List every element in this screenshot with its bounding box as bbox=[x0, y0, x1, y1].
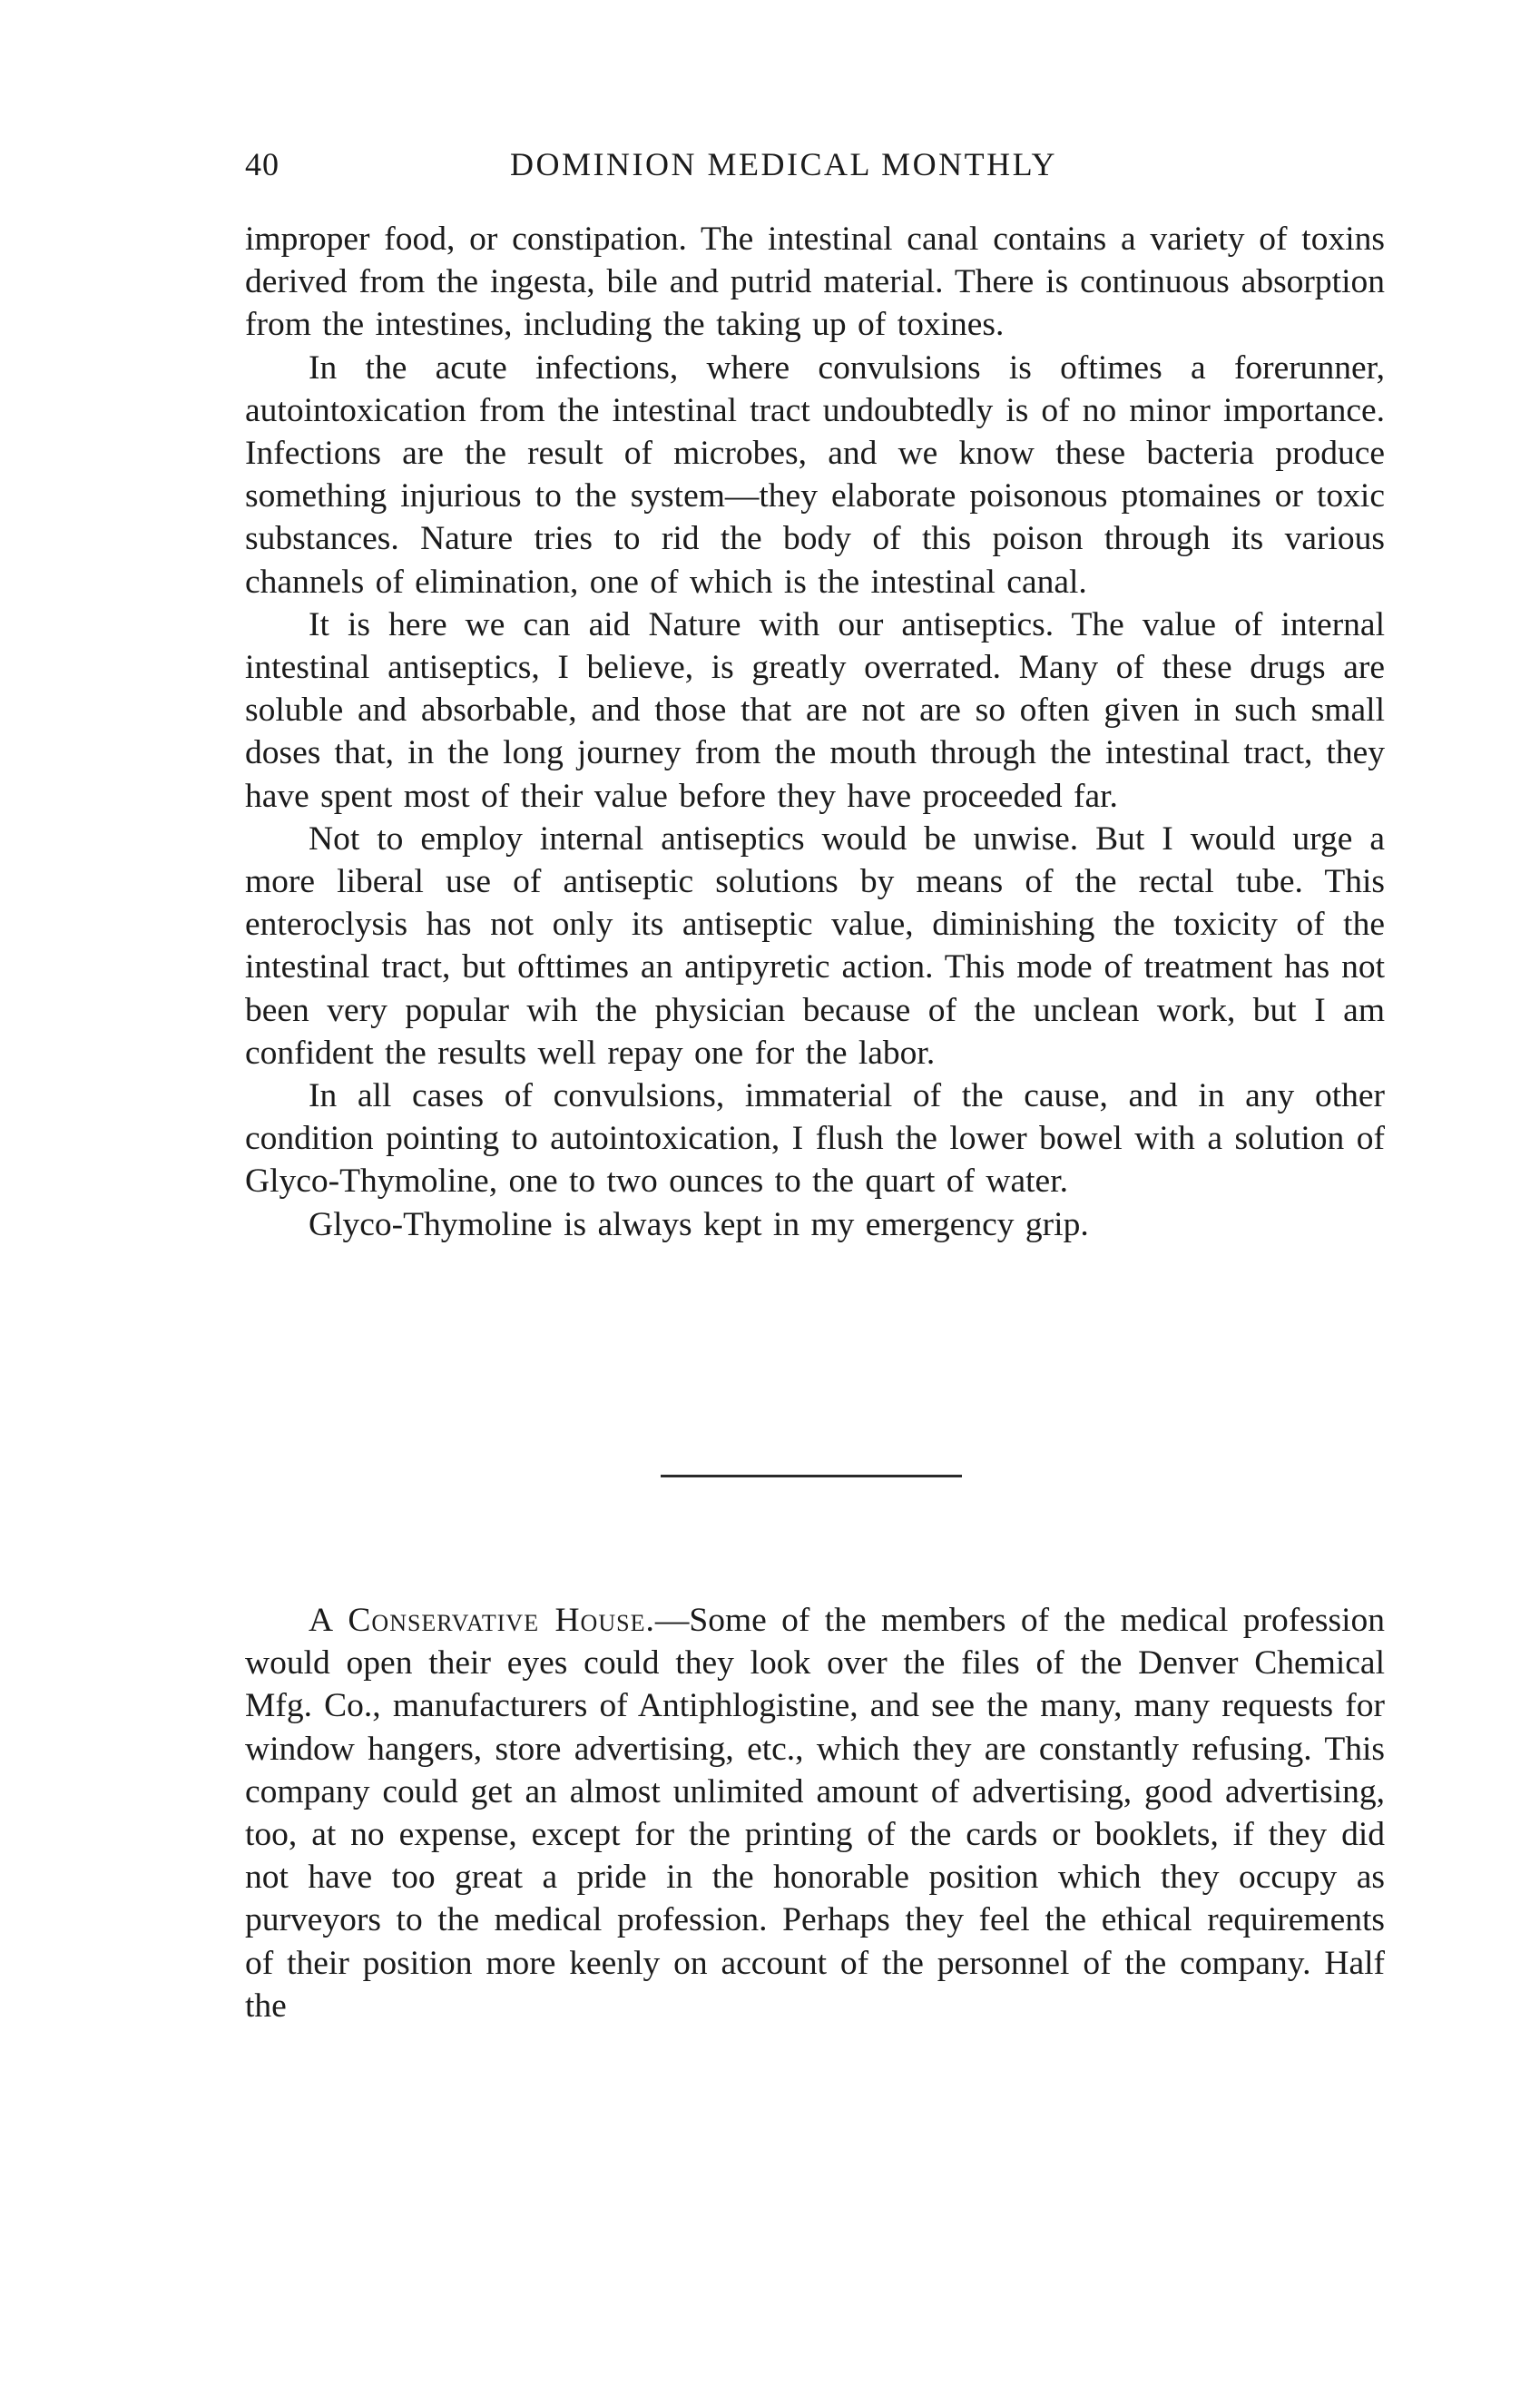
section-divider bbox=[661, 1475, 962, 1477]
note-paragraph bbox=[245, 1599, 1385, 2027]
paragraph-antiseptics: It is here we can aid Nature with our antiseptics. The value of internal intestinal antiseptics, I believe, is greatly overrated. Many of these drugs are soluble and absorbable, and those that are not are so often given in such small doses that, in the long journey from the mouth through the intestinal tract, they have spent most of their value before they have proceeded far. bbox=[245, 605, 1385, 815]
paragraph-emergency-grip: Glyco-Thymoline is always kept in my emergency grip. bbox=[309, 1205, 1089, 1243]
note-text: —Some of the members of the medical profession would open their eyes could they look over the files of the Denver Chemical Mfg. Co., manufacturers of Antiphlogistine, and see the many, many requests for window hangers, store advertising, etc., which they are constantly refusing. This company could get an almost unlimited amount of advertising, good advertising, too, at no expense, except for the printing of the cards or booklets, if they did not have too great a pride in the honorable position which they occupy as purveyors to the medical profession. Perhaps they feel the ethical requirements of their position more keenly on account of the personnel of the company. Half the bbox=[245, 1602, 1385, 2025]
note-section bbox=[245, 1599, 1385, 2027]
page-number: 40 bbox=[245, 146, 280, 182]
paragraph-rectal-tube: Not to employ internal antiseptics would be unwise. But I would urge a more liberal use of antiseptic solutions by means of the rectal tube. This enteroclysis has not only its antiseptic value, diminishing the toxicity of the intestinal tract, but ofttimes an antipyretic action. This mode of treatment has not been very popular wih the physician because of the unclean work, but I am confident the results well repay one for the labor. bbox=[245, 819, 1385, 1072]
running-head bbox=[245, 145, 1388, 189]
paragraph-convulsions: In all cases of convulsions, immaterial of the cause, and in any other condition pointing to autointoxication, I flush the lower bowel with a solution of Glyco-Thymoline, one to two ounces to the quart of water. bbox=[245, 1077, 1385, 1201]
paragraph-acute-infections: In the acute infections, where convulsions is oftimes a forerunner, autointoxication from the intestinal tract undoubtedly is of no minor importance. Infections are the result of microbes, and we know these bacteria produce something injurious to the system—they elaborate poisonous ptomaines or toxic substances. Nature tries to rid the body of this poison through its various channels of elimination, one of which is the intestinal canal. bbox=[245, 348, 1385, 601]
journal-title: DOMINION MEDICAL MONTHLY bbox=[510, 146, 1058, 182]
paragraph-continuation: improper food, or constipation. The intestinal canal contains a variety of toxins derived from the ingesta, bile and putrid material. There is continuous absorption from the intestines, including the taking up of toxines. bbox=[245, 221, 1385, 344]
article-body bbox=[245, 218, 1385, 1246]
note-heading: A Conservative House. bbox=[309, 1602, 655, 1639]
